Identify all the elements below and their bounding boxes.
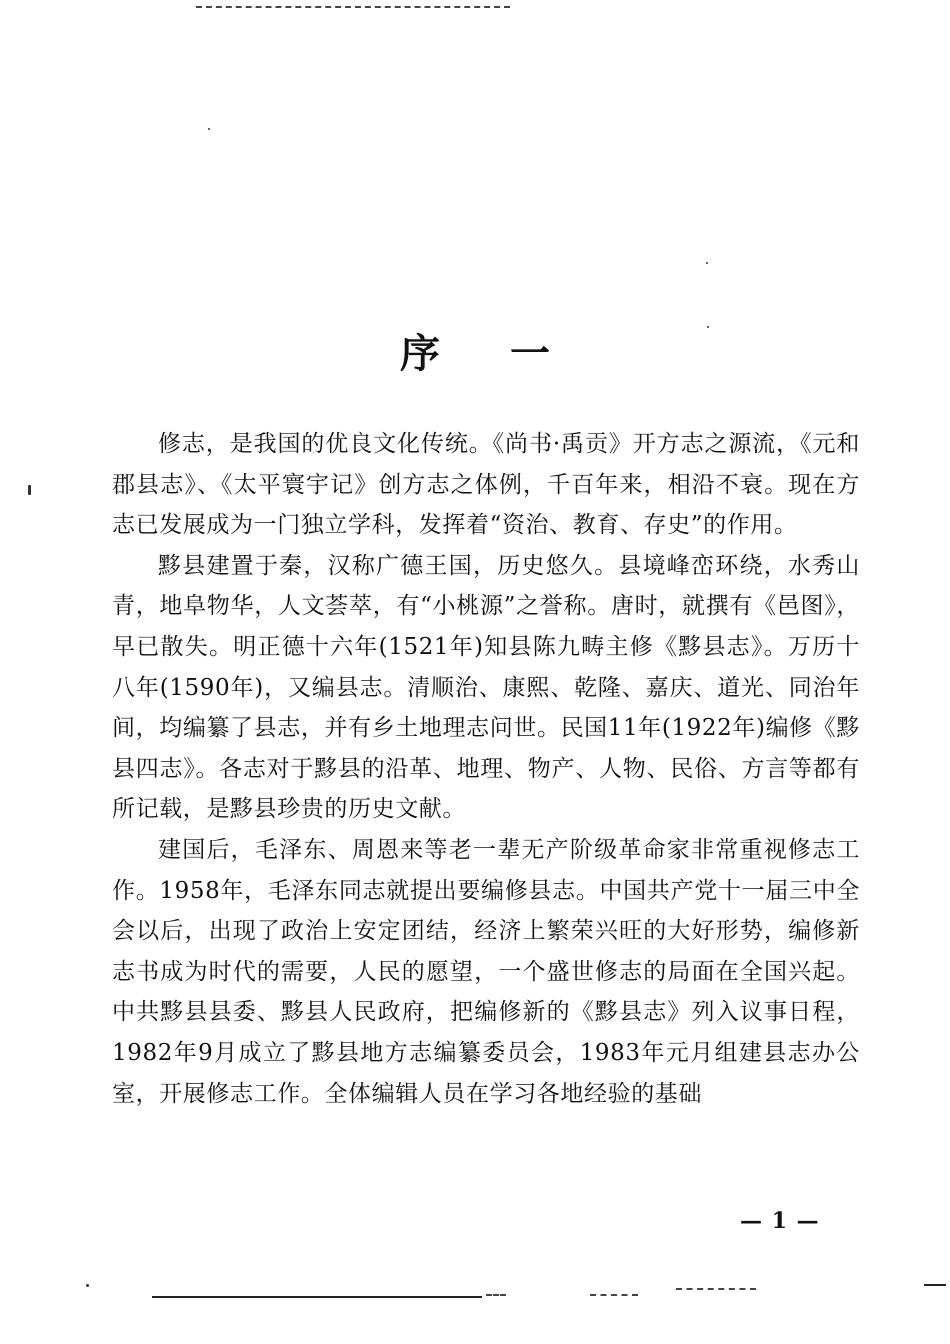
body-text [112,424,860,1114]
title-char: 序 [400,330,440,377]
scan-speck [86,1284,89,1287]
paragraph: 黟县建置于秦，汉称广德王国，历史悠久。县境峰峦环绕，水秀山青，地阜物华，人文荟萃，有“小桃源”之誉称。唐时，就撰有《邑图》，早已散失。明正德十六年(1521年)知县陈九畴主修《黟县志》。万历十八年(1590年)，又编县志。清顺治、康熙、乾隆、嘉庆、道光、同治年间，均编纂了县志，并有乡土地理志问世。民国11年(1922年)编修《黟县四志》。各志对于黟县的沿革、地理、物产、人物、民俗、方言等都有所记载，是黟县珍贵的历史文献。 [112,552,860,823]
scan-speck [208,128,210,130]
scan-artifact-bottom [590,1294,638,1296]
page-number: — 1 — [740,1208,820,1234]
scan-artifact-bottom [676,1288,756,1290]
paragraph: 建国后，毛泽东、周恩来等老一辈无产阶级革命家非常重视修志工作。1958年，毛泽东同志就提出要编修县志。中国共产党十一届三中全会以后，出现了政治上安定团结，经济上繁荣兴旺的大好形势，编修新志书成为时代的需要，人民的愿望，一个盛世修志的局面在全国兴起。中共黟县县委、黟县人民政府，把编修新的《黟县志》列入议事日程，1982年9月成立了黟县地方志编纂委员会，1983年元月组建县志办公室，开展修志工作。全体编辑人员在学习各地经验的基础 [112,836,860,1107]
paragraph: 修志，是我国的优良文化传统。《尚书·禹贡》开方志之源流，《元和郡县志》、《太平寰宇记》创方志之体例，千百年来，相沿不衰。现在方志已发展成为一门独立学科，发挥着“资治、教育、存史”的作用。 [112,431,860,539]
page-title [0,326,950,382]
scan-artifact-right [924,1284,946,1286]
scan-artifact-bottom [486,1294,506,1296]
scan-artifact-bottom [152,1296,482,1298]
title-char: 一 [510,330,550,377]
scan-speck [706,262,708,264]
scan-speck [28,485,31,495]
scan-artifact-top [196,6,510,8]
